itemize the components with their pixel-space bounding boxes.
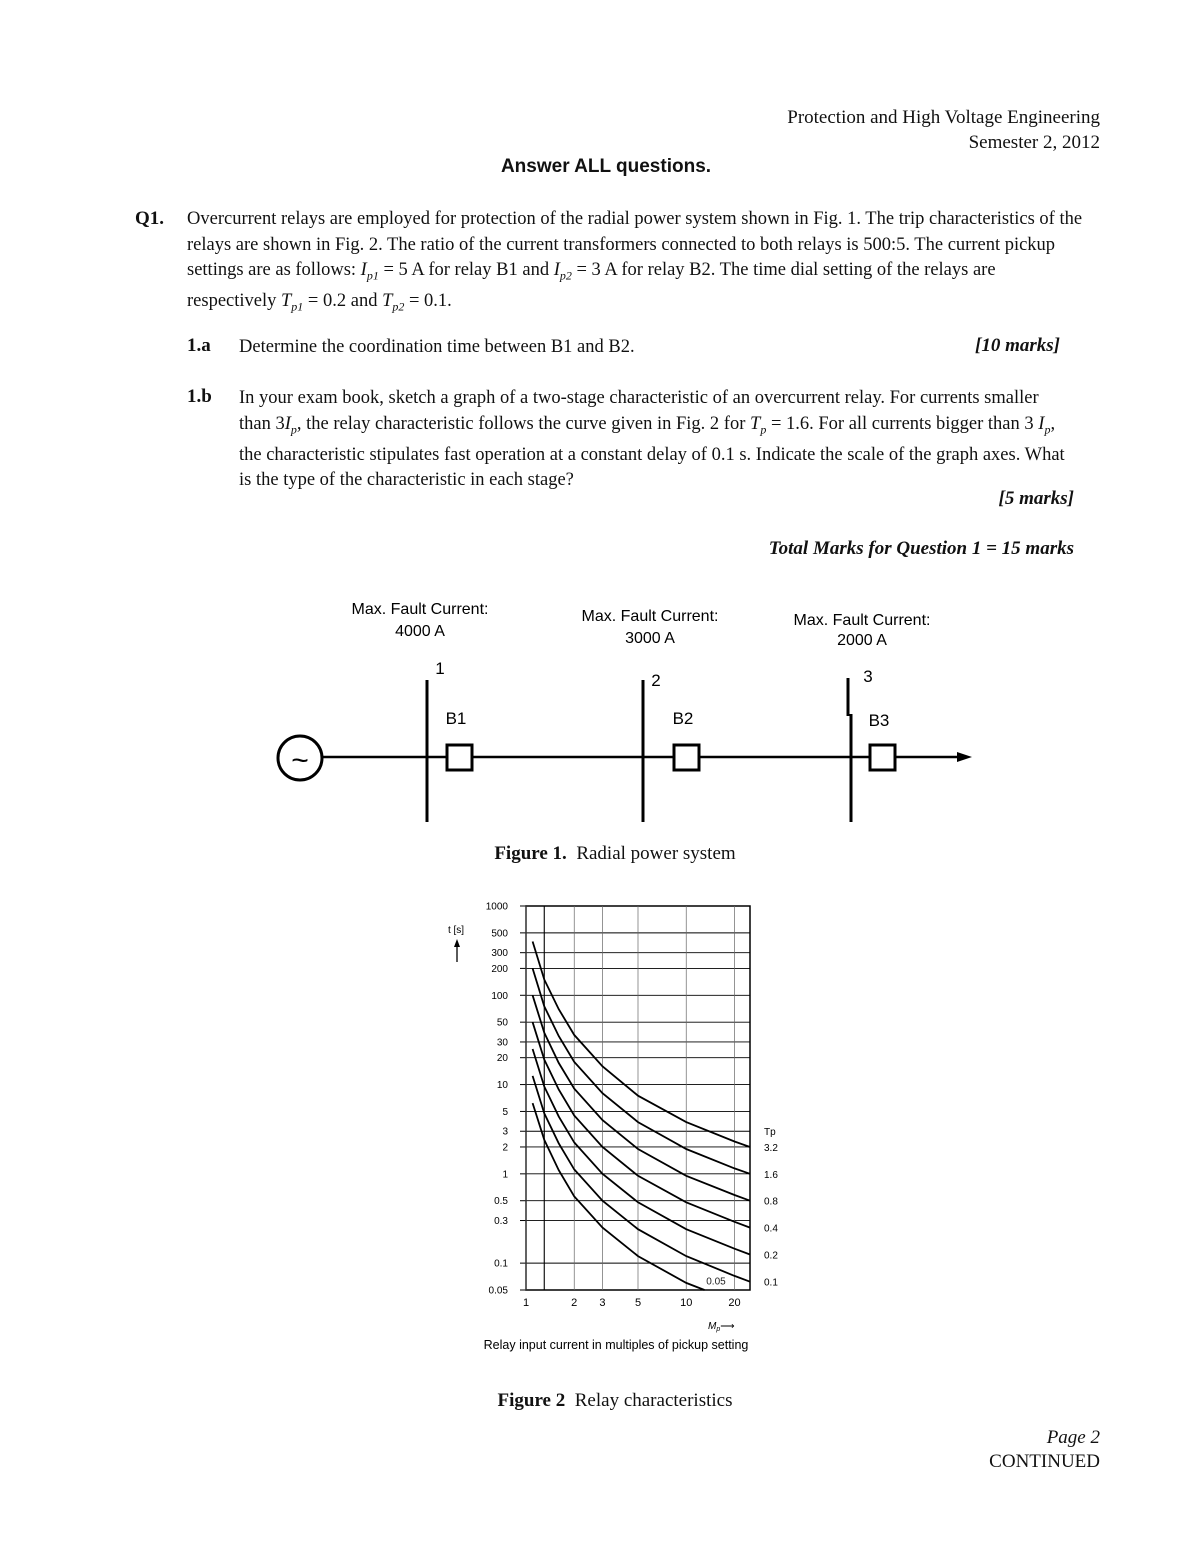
- y-tick-label: 500: [491, 928, 508, 940]
- breaker-b1: [447, 745, 472, 770]
- y-tick-label: 1: [502, 1169, 508, 1181]
- relay-characteristics-chart: [420, 892, 800, 1362]
- part-b-text: In your exam book, sketch a graph of a two-stage characteristic of an overcurrent relay. For currents smaller than $3I_p$, the relay characteristic follows the curve given in Fig. 2 for $T_p = 1.6$. For all currents bigger than 3 $I_p$, the characteristic stipulates fast operation at a constant delay of 0.1 s. Indicate the scale of the graph axes. What is the type of the characteristic in each stage?: [239, 388, 1065, 491]
- curve-tp-3-2: [533, 942, 750, 1148]
- feeder-arrow: [957, 752, 972, 762]
- x-tick-label: 10: [680, 1297, 693, 1309]
- y-tick-label: 10: [496, 1080, 508, 1092]
- bus3-fault-value: 2000 A: [837, 632, 887, 649]
- page-number: Page 2: [1046, 1427, 1100, 1448]
- y-tick-label: 0.5: [494, 1196, 508, 1208]
- y-tick-label: 5: [502, 1106, 508, 1118]
- part-a-text: Determine the coordination time between B1 and B2.: [239, 337, 635, 357]
- question-number: Q1.: [135, 208, 165, 229]
- bus2-fault-value: 3000 A: [625, 630, 675, 647]
- bus3-number: 3: [863, 667, 873, 686]
- y-tick-label: 20: [496, 1053, 508, 1065]
- figure2-caption: Figure 2 Relay characteristics: [497, 1390, 733, 1411]
- bus1-fault-label: Max. Fault Current:: [351, 601, 489, 618]
- course-title: Protection and High Voltage Engineering: [787, 107, 1100, 128]
- bus2-number: 2: [651, 671, 661, 690]
- question-intro: Overcurrent relays are employed for protection of the radial power system shown in Fig. 1. The trip characteristics of the relays are shown in Fig. 2. The ratio of the current transformers connected to both relays is 500:5. The current pickup settings are as follows: $I_{p1} = 5$ A for relay B1 and $I_{p2} = 3$ A for relay B2. The time dial setting of the relays are respectively $T_{p1} = 0.2$ and $T_{p2} = 0.1$.: [187, 209, 1083, 314]
- bus2-fault-label: Max. Fault Current:: [581, 608, 719, 625]
- bus1-number: 1: [435, 659, 445, 678]
- bus3-fault-label: Max. Fault Current:: [793, 612, 931, 629]
- semester: Semester 2, 2012: [968, 132, 1100, 153]
- y-axis-label: t [s]: [447, 925, 465, 936]
- part-a-label: 1.a: [187, 335, 211, 356]
- ac-source-tilde: ~: [291, 744, 309, 777]
- part-b-marks: [5 marks]: [998, 488, 1074, 509]
- x-tick-label: 2: [571, 1297, 578, 1309]
- breaker-b2-label: B2: [672, 709, 694, 728]
- y-tick-label: 2: [502, 1142, 508, 1154]
- grid-lines: [520, 906, 750, 1290]
- curve-label: 0.8: [764, 1196, 778, 1208]
- y-tick-label: 200: [491, 963, 508, 975]
- inline-curve-label: 0.05: [706, 1276, 726, 1288]
- curve-tp-0-1: [533, 1076, 750, 1282]
- y-axis-arrow-head: [454, 939, 460, 947]
- curve-label: 0.1: [764, 1277, 778, 1289]
- x-tick-label: 3: [599, 1297, 606, 1309]
- breaker-b2: [674, 745, 699, 770]
- breaker-b1-label: B1: [445, 709, 467, 728]
- y-tick-label: 0.3: [494, 1216, 508, 1228]
- part-a-marks: [10 marks]: [975, 335, 1060, 356]
- y-tick-label: 0.1: [494, 1258, 508, 1270]
- x-tick-label: 20: [728, 1297, 741, 1309]
- figure1-caption: Figure 1. Radial power system: [494, 843, 736, 864]
- curve-label: 0.4: [764, 1223, 778, 1235]
- y-tick-label: 30: [496, 1037, 508, 1049]
- curve-label: 0.2: [764, 1250, 778, 1262]
- breaker-b3: [870, 745, 895, 770]
- legend-title: Tp: [764, 1127, 776, 1138]
- instruction-heading: Answer ALL questions.: [500, 156, 712, 177]
- x-tick-label: 5: [634, 1297, 642, 1309]
- y-tick-label: 50: [496, 1017, 508, 1029]
- y-tick-label: 1000: [485, 901, 508, 913]
- y-tick-label: 3: [502, 1126, 508, 1138]
- x-axis-symbol: $M_p⟶$: [708, 1321, 735, 1333]
- total-marks: Total Marks for Question 1 = 15 marks: [768, 538, 1074, 559]
- curve-label: 1.6: [764, 1169, 778, 1181]
- x-tick-label: 1: [522, 1297, 530, 1309]
- radial-power-system-diagram: [0, 590, 1200, 835]
- x-axis-label: Relay input current in multiples of pickup setting: [483, 1338, 749, 1352]
- y-tick-label: 0.05: [488, 1285, 508, 1297]
- bus1-fault-value: 4000 A: [395, 623, 445, 640]
- curve-label: 3.2: [764, 1142, 778, 1154]
- continued-label: CONTINUED: [989, 1451, 1100, 1472]
- part-b-label: 1.b: [187, 386, 212, 407]
- y-tick-label: 300: [491, 948, 508, 960]
- breaker-b3-label: B3: [868, 711, 890, 730]
- curve-group: [533, 942, 750, 1291]
- curve-tp-1-6: [533, 968, 750, 1173]
- y-tick-label: 100: [491, 990, 508, 1002]
